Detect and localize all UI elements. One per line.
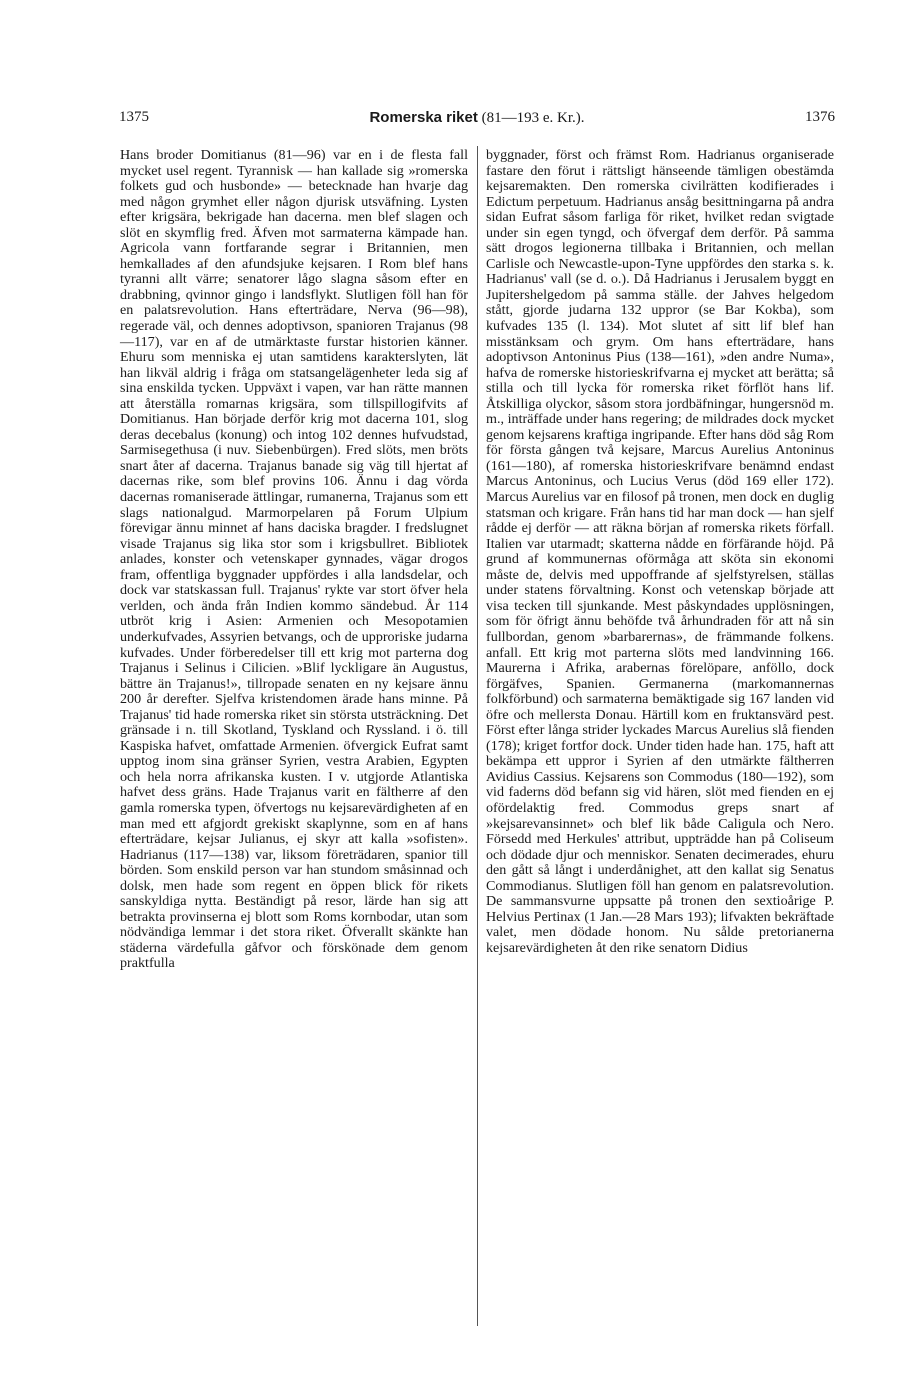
right-column-text: byggnader, först och främst Rom. Hadrianus organiserade fastare den förut i rättsligt hänseende tämligen obestämda kejsaremakten. Den romerska civilrätten kodifierades i Edictum perpetuum. Hadrianus ansåg besittningarna på andra sidan Eufrat såsom farliga för riket, hvilket redan svigtade under sin egen tyngd, och öfvergaf dem derför. På samma sätt drogos legionerna tillbaka i Britannien, och mellan Carlisle och Newcastle-upon-Tyne uppfördes den starka s. k. Hadrianus' vall (se d. o.). Då Hadrianus i Jerusalem byggt en Jupitershelgedom på samma ställe. der Jahves helgedom stått, gjorde judarna 132 uppror (se Bar Kokba), som kufvades 135 (l. 134). Mot slutet af sitt lif blef han misstänksam och grym. Om hans efterträdare, hans adoptivson Antoninus Pius (138—161), »den andre Numa», hafva de romerske historieskrifvarna ej mycket att berätta; så stilla och till lycka för romerska riket förflöt hans lif. Åtskilliga olyckor, såsom stora jordbäfningar, hungersnöd m. m., inträffade under hans regering; de mildrades dock mycket genom kejsarens kraftiga ingripande. Efter hans död såg Rom för första gången två kejsare, Marcus Aurelius Antoninus (161—180), af romerska historieskrifvare benämnd endast Marcus Antoninus, och Lucius Verus (död 169 eller 172). Marcus Aurelius var en filosof på tronen, men dock en duglig statsman och krigare. Från hans tid har man dock — han sjelf rådde ej derför — att räkna början af romerska rikets förfall. Italien var utarmadt; skatterna nådde en förfärande höjd. På grund af kommunernas oförmåga att sköta sin ekonomi måste de, delvis med uppoffrande af sjelfstyrelsen, ställas under statens förvaltning. Konst och vetenskap började att visa tecken till sjunkande. Mest påskyndades upplösningen, som för öfrigt ännu behöfde två århundraden för att nå sin fullbordan, genom »barbarernas», de främmande folkens. anfall. Ett krig mot parterna slöts med landvinning 166. Maurerna i Afrika, arabernas förelöpare, anföllo, dock förgäfves, Spanien. Germanerna (markomannernas folkförbund) och sarmaterna bemäktigade sig 167 landen vid öfre och mellersta Donau. Härtill kom en fruktansvärd pest. Först efter långa strider lyckades Marcus Aurelius slå fienden (178); kriget fortfor dock. Under tiden hade han. 175, haft att bekämpa ett uppror i Syrien af den utmärkte fältherren Avidius Cassius. Kejsarens son Commodus (180—192), som vid faderns död befann sig vid hären, slöt med fienden en ej ofördelaktig fred. Commodus greps snart af »kejsarevansinnet» och blef lik både Caligula och Nero. Försedd med Herkules' attribut, uppträdde han på Coliseum och dödade djur och menniskor. Senaten decimerades, ehuru den gått så långt i underdånighet, att den kallat sig Senatus Commodianus. Slutligen föll han genom en palatsrevolution. De sammansvurne uppsatte på tronen den sextioårige P. Helvius Pertinax (1 Jan.—28 Mars 193); lifvakten bekräftade valet, men dödade honom. Nu sålde pretorianerna kejsarevärdigheten åt den rike senatorn Didius [486,147,834,956]
right-column [486,148,834,956]
left-column-text: Hans broder Domitianus (81—96) var en i de flesta fall mycket usel regent. Tyrannisk — han kallade sig »romerska folkets gud och husbonde» — betecknade han hvarje dag med någon grymhet eller någon djurisk utsväfning. Lysten efter krigsära, bekrigade han dacerna. men blef slagen och slöt en skymflig fred. Äfven mot sarmaterna kämpade han. Agricola vann fortfarande segrar i Britannien, men hemkallades af den afundsjuke kejsaren. I Rom blef hans tyranni allt värre; senatorer lågo slagna såsom efter en drabbning, qvinnor gingo i landsflykt. Slutligen föll han för en palatsrevolution. Hans efterträdare, Nerva (96—98), regerade väl, och dennes adoptivson, spanioren Trajanus (98—117), var en af de utmärktaste furstar historien känner. Ehuru som menniska ej utan samtidens karakterslyten, lät han likväl aldrig i fråga om statsangelägenheter leda sig af sina enskilda tycken. Uppväxt i vapen, var han rätte mannen att återställa romarnas krigsära, som tillspillogifvits af Domitianus. Han började derför krig mot dacerna 101, slog deras decebalus (konung) och intog 102 dennes hufvudstad, Sarmisegethusa (i nuv. Siebenbürgen). Fred slöts, men bröts snart åter af dacerna. Trajanus banade sig väg till hjertat af dacernas rike, som blef provins 106. Ännu i dag vörda dacernas romaniserade ättlingar, rumanerna, Trajanus som ett slags nationalgud. Marmorpelaren på Forum Ulpium förevigar ännu minnet af hans daciska bragder. I fredslugnet visade Trajanus sig lika stor som i krigsbullret. Bibliotek anlades, konster och vetenskaper gynnades, vägar drogos fram, offentliga byggnader uppfördes i alla landsdelar, och dock var statskassan full. Trajanus' rykte var stort öfver hela verlden, och ända från Indien kommo sändebud. År 114 utbröt krig i Asien: Armenien och Mesopotamien underkufvades, Assyrien betvangs, och de upproriske judarna kufvades. Under förberedelser till ett krig mot parterna dog Trajanus i Selinus i Cilicien. »Blif lyckligare än Augustus, bättre än Trajanus!», tillropade senaten en ny kejsare ännu 200 år derefter. Sjelfva kristendomen ärade hans minne. På Trajanus' tid hade romerska riket sin största utsträckning. Det gränsade i n. till Skotland, Tyskland och Ryssland. i ö. till Kaspiska hafvet, omfattade Armenien. öfvergick Eufrat samt upptog inom sina gränser Syrien, vestra Arabien, Egypten och hela norra afrikanska kusten. I v. utgjorde Atlantiska hafvet dess gräns. Hade Trajanus varit en fältherre af den gamla romerska typen, öfvertogs nu kejsarevärdigheten af en man med ett afgjordt grekiskt skaplynne, som en af hans efterträdare, kejsar Julianus, ej skyr att kalla »sofisten». Hadrianus (117—138) var, liksom företrädaren, spanior till börden. Som enskild person var han stundom småsinnad och dolsk, men hade som regent en öppen blick för rikets sanskyldiga nytta. Beständigt på resor, lärde han sig att betrakta provinserna ej blott som Roms kornbodar, utan som nödvändiga lemmar i det stora riket. Öfverallt skänkte han städerna värdefulla gåfvor och förskönade dem genom praktfulla [120,147,468,972]
page-number-right: 1376 [805,109,835,125]
page-header [119,109,835,131]
running-title-dates: (81—193 e. Kr.). [477,110,585,126]
running-title-bold: Romerska riket [369,109,478,126]
page-number-left: 1375 [119,109,149,125]
column-divider [477,146,478,1326]
left-column [120,148,468,972]
running-title [119,109,835,127]
